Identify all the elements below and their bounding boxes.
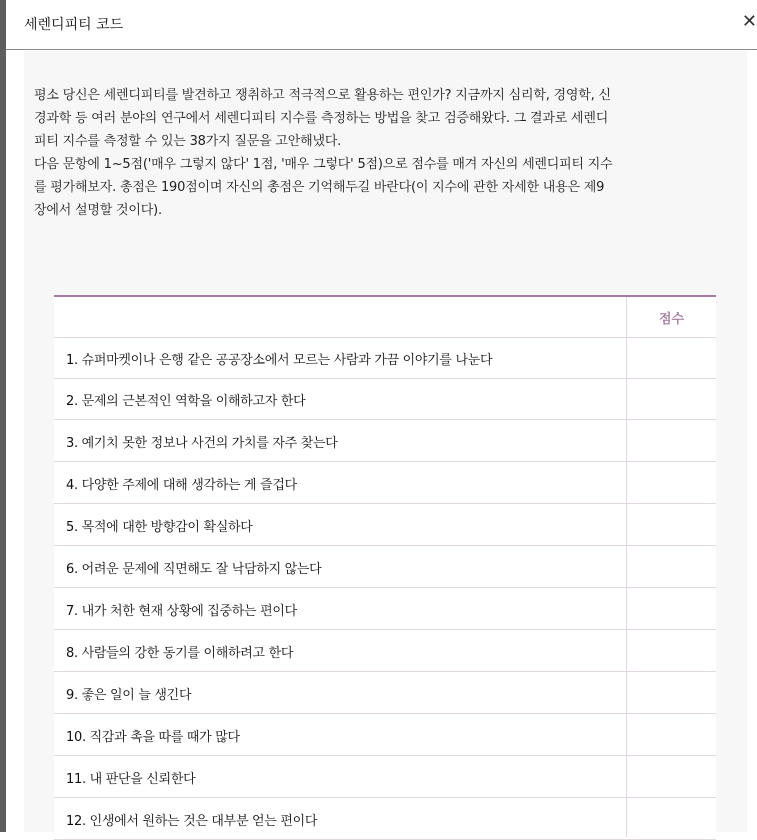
table-row [54,547,716,588]
question-text: 5. 목적에 대한 방향감이 확실하다 [66,520,253,535]
intro-line: 평소 당신은 세렌디피티를 발견하고 쟁취하고 적극적으로 활용하는 편인가? 지금까지 심리학, 경영학, 신 [34,88,611,103]
question-text: 6. 어려운 문제에 직면해도 잘 낙담하지 않는다 [66,562,322,577]
table-row [54,379,716,420]
dialog-title: 세렌디피티 코드 [24,17,124,33]
question-text: 12. 인생에서 원하는 것은 대부분 얻는 편이다 [66,814,318,829]
table-row [54,673,716,714]
intro-line: 경과학 등 여러 분야의 연구에서 세렌디피티 지수를 측정하는 방법을 찾고 검증해왔다. 그 결과로 세렌디 [34,111,609,126]
content-area [24,51,747,832]
intro-line: 피티 지수를 측정할 수 있는 38가지 질문을 고안해냈다. [34,134,342,149]
left-edge-bar [0,0,6,832]
table-header-row [54,297,716,338]
score-column-divider [626,297,627,837]
question-text: 9. 좋은 일이 늘 생긴다 [66,688,192,703]
intro-line: 장에서 설명할 것이다). [34,203,162,218]
table-row [54,715,716,756]
question-text: 11. 내 판단을 신뢰한다 [66,772,196,787]
table-row [54,589,716,630]
question-text: 7. 내가 처한 현재 상황에 집중하는 편이다 [66,604,297,619]
intro-line: 를 평가해보자. 총점은 190점이며 자신의 총점은 기억해두길 바란다(이 지수에 관한 자세한 내용은 제9 [34,180,605,195]
close-icon[interactable]: ✕ [741,11,757,32]
table-row [54,799,716,840]
score-column-header: 점수 [658,312,685,327]
question-text: 2. 문제의 근본적인 역학을 이해하고자 한다 [66,394,306,409]
intro-paragraph [34,84,737,222]
question-text: 8. 사람들의 강한 동기를 이해하려고 한다 [66,646,294,661]
table-row [54,338,716,379]
table-row [54,631,716,672]
intro-line: 다음 문항에 1~5점('매우 그렇지 않다' 1점, '매우 그렇다' 5점)으로 점수를 매겨 자신의 세렌디피티 지수 [34,157,613,172]
dialog-header [6,0,757,50]
question-text: 4. 다양한 주제에 대해 생각하는 게 즐겁다 [66,478,297,493]
table-row [54,421,716,462]
table-row [54,463,716,504]
questionnaire-table [54,295,716,837]
question-text: 10. 직감과 촉을 따를 때가 많다 [66,730,240,745]
table-row [54,505,716,546]
table-row [54,757,716,798]
question-text: 3. 예기치 못한 정보나 사건의 가치를 자주 찾는다 [66,436,338,451]
question-text: 1. 슈퍼마켓이나 은행 같은 공공장소에서 모르는 사람과 가끔 이야기를 나눈다 [66,353,493,368]
